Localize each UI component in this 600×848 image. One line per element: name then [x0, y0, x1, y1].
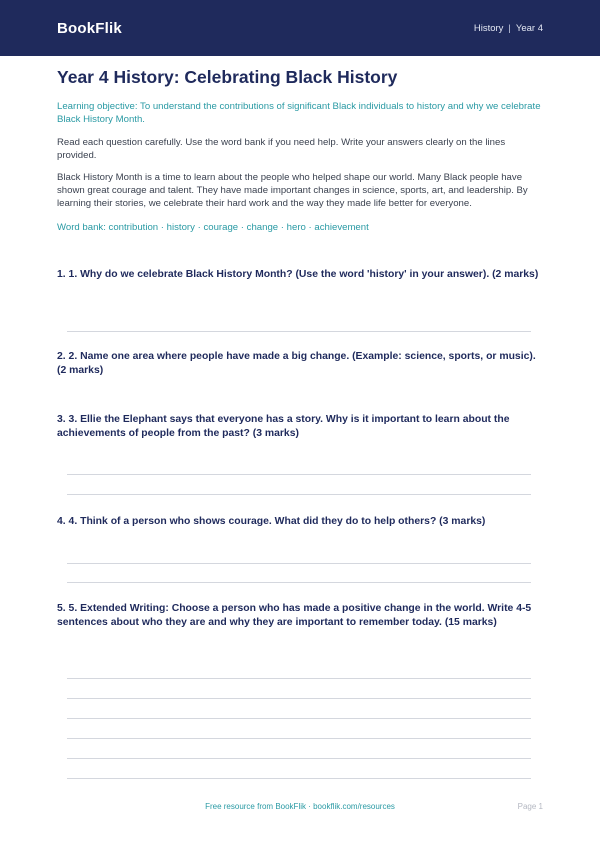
- answer-line-5-2[interactable]: [67, 698, 531, 699]
- learning-objective: Learning objective: To understand the contributions of significant Black individuals to history and why we celebrate Black History Month.: [57, 101, 541, 125]
- answer-line-4-1[interactable]: [67, 563, 531, 564]
- page-number: Page 1: [517, 802, 543, 811]
- breadcrumb-subject[interactable]: History: [473, 22, 504, 34]
- answer-line-3-1[interactable]: [67, 474, 531, 475]
- word-bank: Word bank: contribution · history · courage · change · hero · achievement: [57, 222, 369, 233]
- intro-paragraph: Black History Month is a time to learn about the people who helped shape our world. Many Black people have shown great courage and talent. They have made important changes in science, sports, art, and leadership. By learning their stories, we celebrate their hard work and the way they made life better for everyone.: [57, 172, 528, 209]
- answer-line-5-4[interactable]: [67, 738, 531, 739]
- breadcrumb: [474, 23, 543, 34]
- answer-line-4-2[interactable]: [67, 582, 531, 583]
- instructions-text: Read each question carefully. Use the word bank if you need help. Write your answers clearly on the lines provided.: [57, 137, 506, 161]
- question-2: 2. 2. Name one area where people have made a big change. (Example: science, sports, or music). (2 marks): [57, 351, 536, 376]
- brand-logo[interactable]: BookFlik: [57, 19, 122, 37]
- answer-line-5-1[interactable]: [67, 678, 531, 679]
- answer-line-5-3[interactable]: [67, 718, 531, 719]
- answer-line-5-5[interactable]: [67, 758, 531, 759]
- answer-line-3-2[interactable]: [67, 494, 531, 495]
- breadcrumb-separator: |: [508, 22, 511, 34]
- question-1: 1. 1. Why do we celebrate Black History Month? (Use the word 'history' in your answer). (2 marks): [57, 269, 539, 280]
- question-4: 4. 4. Think of a person who shows courage. What did they do to help others? (3 marks): [57, 516, 486, 527]
- answer-line-1-1[interactable]: [67, 331, 531, 332]
- question-3: 3. 3. Ellie the Elephant says that everyone has a story. Why is it important to learn about the achievements of people from the past? (3 marks): [57, 414, 510, 439]
- breadcrumb-year[interactable]: Year 4: [515, 22, 543, 34]
- answer-line-5-6[interactable]: [67, 778, 531, 779]
- footer-credit[interactable]: Free resource from BookFlik · bookflik.com/resources: [205, 802, 395, 811]
- worksheet-intro: [57, 66, 543, 234]
- question-5: 5. 5. Extended Writing: Choose a person who has made a positive change in the world. Write 4-5 sentences about who they are and why they are important to remember today. (15 marks): [57, 603, 532, 628]
- page-title: Year 4 History: Celebrating Black History: [57, 67, 398, 87]
- header-bar: [0, 0, 600, 56]
